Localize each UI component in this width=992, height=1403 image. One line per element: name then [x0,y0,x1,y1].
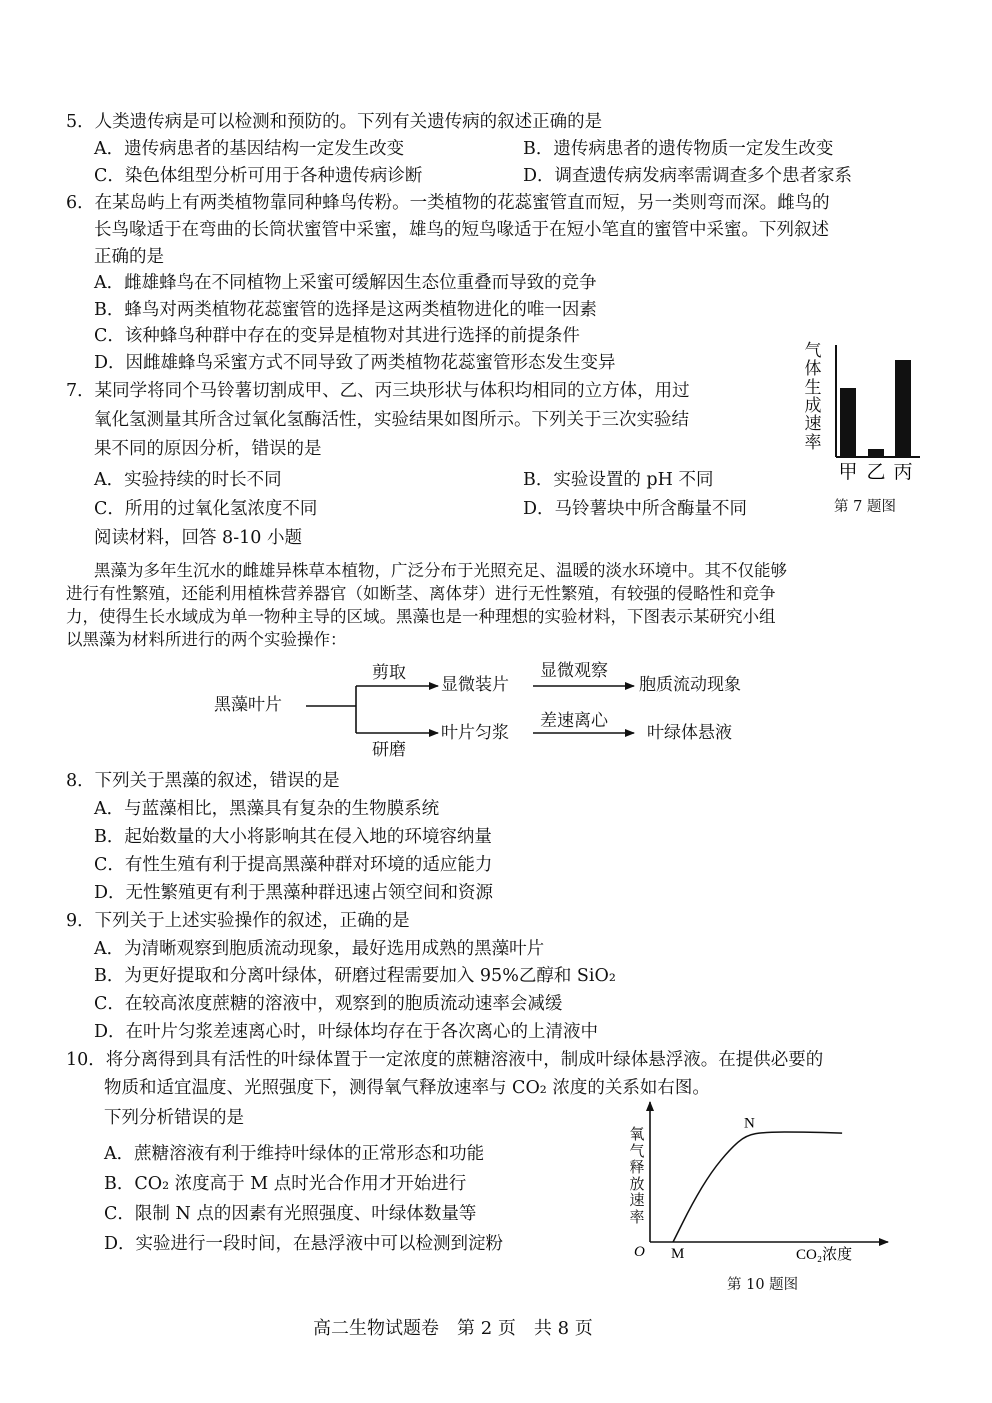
fig10-xlabel: CO₂浓度 [796,1247,853,1263]
flow-source-node: 黑藻叶片 [214,695,282,715]
q9-option-a: A．为清晰观察到胞质流动现象，最好选用成熟的黑藻叶片 [94,939,545,959]
flow-cut-label: 剪取 [372,663,406,683]
q7-option-d: D．马铃薯块中所含酶量不同 [523,499,748,519]
fig10-caption: 第 10 题图 [727,1277,799,1293]
q5-option-a: A．遗传病患者的基因结构一定发生改变 [94,139,405,159]
fig7-tick-label-1: 乙 [866,461,886,483]
fig10-curve [673,1132,842,1242]
q6-option-b: B．蜂鸟对两类植物花蕊蜜管的选择是这两类植物进化的唯一因素 [94,300,597,320]
q5-option-d: D．调查遗传病发病率需调查多个患者家系 [523,166,853,186]
q10-stem-line3: 下列分析错误的是 [104,1108,244,1128]
q10-stem-line2: 物质和适宜温度、光照强度下，测得氧气释放速率与 CO₂ 浓度的关系如右图。 [104,1078,710,1098]
q8-option-a: A．与蓝藻相比，黑藻具有复杂的生物膜系统 [94,799,440,819]
reading-para-line4: 以黑藻为材料所进行的两个实验操作： [66,630,347,649]
flow-observe-label: 显微观察 [540,661,608,681]
q6-stem-line1: 6．在某岛屿上有两类植物靠同种蜂鸟传粉。一类植物的花蕊蜜管直而短，另一类则弯而深。雌鸟的 [66,193,830,213]
fig7-tick-label-0: 甲 [838,461,858,483]
fig10-point-label-m: M [671,1246,685,1262]
q8-option-c: C．有性生殖有利于提高黑藻种群对环境的适应能力 [94,855,493,875]
q7-option-b: B．实验设置的 pH 不同 [523,470,714,490]
q7-option-c: C．所用的过氧化氢浓度不同 [94,499,318,519]
reading-para-line3: 力，使得生长水域成为单一物种主导的区域。黑藻也是一种理想的实验材料，下图表示某研究小组 [66,607,776,626]
flow-slide-node: 显微装片 [441,675,509,695]
q8-option-d: D．无性繁殖更有利于黑藻种群迅速占领空间和资源 [94,883,494,903]
fig7-caption: 第 7 题图 [834,499,896,515]
q8-stem: 8．下列关于黑藻的叙述，错误的是 [66,771,340,791]
q10-option-a: A．蔗糖溶液有利于维持叶绿体的正常形态和功能 [104,1144,485,1164]
q10-stem-line1: 10．将分离得到具有活性的叶绿体置于一定浓度的蔗糖溶液中，制成叶绿体悬浮液。在提供必要的 [66,1050,824,1070]
q7-stem-line3: 果不同的原因分析，错误的是 [94,439,322,459]
q10-option-d: D．实验进行一段时间，在悬浮液中可以检测到淀粉 [104,1234,504,1254]
q6-option-c: C．该种蜂鸟种群中存在的变异是植物对其进行选择的前提条件 [94,326,580,346]
q7-option-a: A．实验持续的时长不同 [94,470,282,490]
q5-option-c: C．染色体组型分析可用于各种遗传病诊断 [94,166,423,186]
fig10-ylabel: 氧 气 释 放 速 率 [629,1125,645,1226]
q6-stem-line2: 长鸟喙适于在弯曲的长筒状蜜管中采蜜，雄鸟的短鸟喙适于在短小笔直的蜜管中采蜜。下列叙述 [94,220,829,240]
q7-stem-line1: 7．某同学将同个马铃薯切割成甲、乙、丙三块形状与体积均相同的立方体，用过 [66,381,690,401]
flow-centrifuge-label: 差速离心 [540,711,608,731]
q9-option-b: B．为更好提取和分离叶绿体，研磨过程需要加入 95%乙醇和 SiO₂ [94,966,616,986]
flow-suspension-node: 叶绿体悬液 [647,723,732,743]
q10-option-c: C．限制 N 点的因素有光照强度、叶绿体数量等 [104,1204,477,1224]
q5-option-b: B．遗传病患者的遗传物质一定发生改变 [523,139,834,159]
q9-option-c: C．在较高浓度蔗糖的溶液中，观察到的胞质流动速率会减缓 [94,994,563,1014]
q9-stem: 9．下列关于上述实验操作的叙述，正确的是 [66,911,410,931]
fig7-ylabel: 气 体 生 成 速 率 [804,341,822,453]
reading-intro: 阅读材料，回答 8-10 小题 [94,528,302,548]
q6-stem-line3: 正确的是 [94,247,164,267]
q10-option-b: B．CO₂ 浓度高于 M 点时光合作用才开始进行 [104,1174,467,1194]
page-footer: 高二生物试题卷 第 2 页 共 8 页 [313,1318,593,1339]
q5-stem: 5．人类遗传病是可以检测和预防的。下列有关遗传病的叙述正确的是 [66,112,603,132]
reading-para-line1: 黑藻为多年生沉水的雌雄异株草本植物，广泛分布于光照充足、温暖的淡水环境中。其不仅能够 [94,561,787,580]
q9-option-d: D．在叶片匀浆差速离心时，叶绿体均存在于各次离心的上清液中 [94,1022,599,1042]
flow-streaming-node: 胞质流动现象 [639,675,741,695]
flow-grind-label: 研磨 [372,740,406,760]
q8-option-b: B．起始数量的大小将影响其在侵入地的环境容纳量 [94,827,492,847]
fig10-origin-label: O [634,1244,645,1260]
fig10-point-label-n: N [744,1115,755,1132]
flow-homogenate-node: 叶片匀浆 [441,723,509,743]
q7-stem-line2: 氧化氢测量其所含过氧化氢酶活性，实验结果如图所示。下列关于三次实验结 [94,410,689,430]
reading-para-line2: 进行有性繁殖，还能利用植株营养器官（如断茎、离体芽）进行无性繁殖，有较强的侵略性和竞争 [66,584,776,603]
q6-option-d: D．因雌雄蜂鸟采蜜方式不同导致了两类植物花蕊蜜管形态发生变异 [94,353,616,373]
q6-option-a: A．雌雄蜂鸟在不同植物上采蜜可缓解因生态位重叠而导致的竞争 [94,273,597,293]
fig7-tick-label-2: 丙 [893,461,913,483]
